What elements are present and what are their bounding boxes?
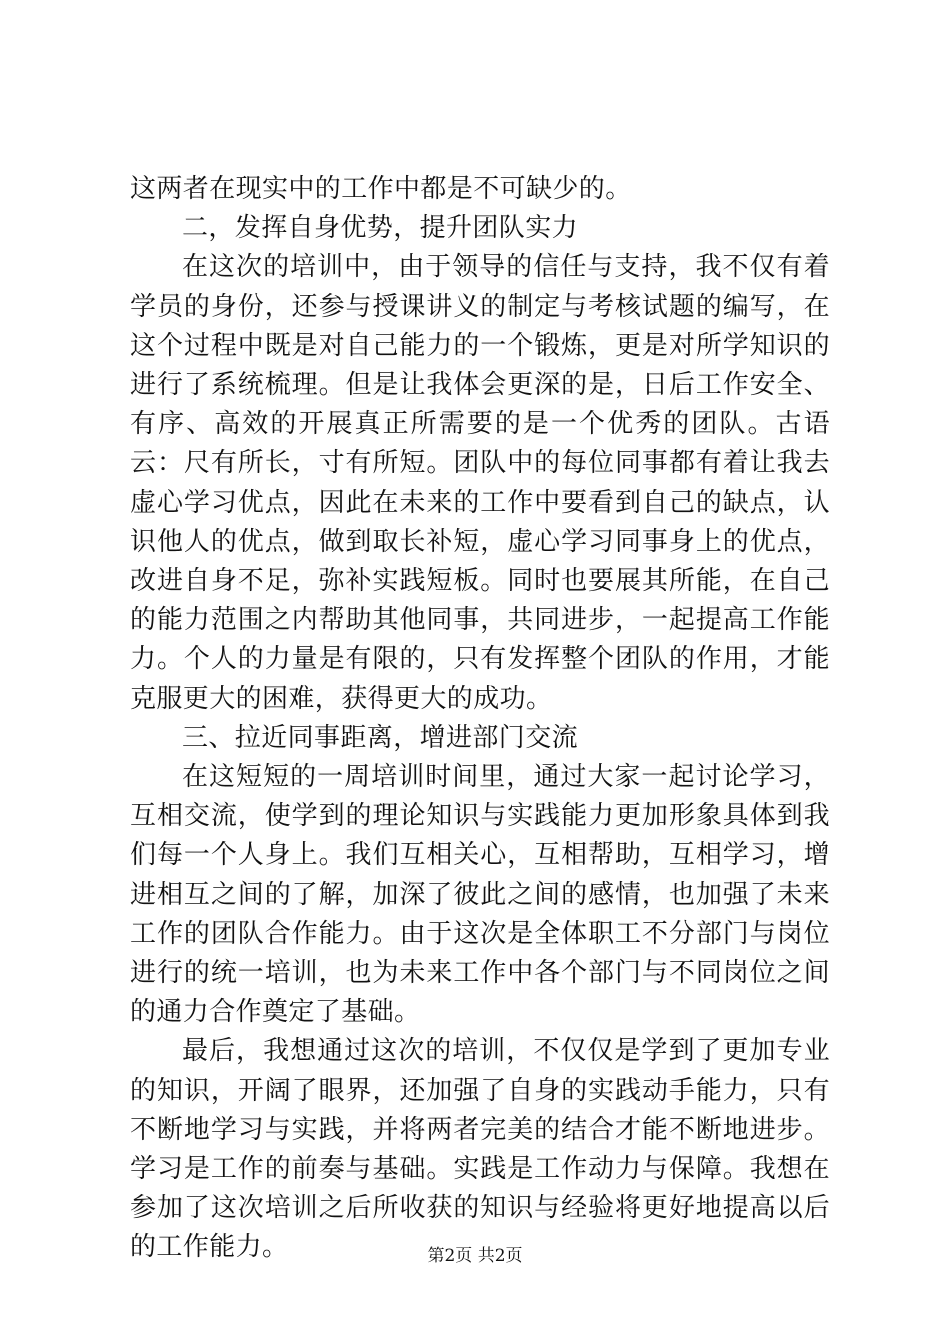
paragraph-communication: 在这短短的一周培训时间里，通过大家一起讨论学习，互相交流，使学到的理论知识与实践能力更加形象具体到我们每一个人身上。我们互相关心，互相帮助，互相学习，增进相互之间的了解，加深了彼此之间的感情，也加强了未来工作的团队合作能力。由于这次是全体职工不分部门与岗位进行的统一培训，也为未来工作中各个部门与不同岗位之间的通力合作奠定了基础。 <box>130 762 830 1028</box>
paragraph-continuation: 这两者在现实中的工作中都是不可缺少的。 <box>130 174 632 204</box>
section-heading-3: 三、拉近同事距离，增进部门交流 <box>182 722 579 753</box>
page-footer: 第2页 共2页 <box>427 1246 523 1266</box>
paragraph-conclusion: 最后，我想通过这次的培训，不仅仅是学到了更加专业的知识，开阔了眼界，还加强了自身的实践动手能力，只有不断地学习与实践，并将两者完美的结合才能不断地进步。学习是工作的前奏与基础。实践是工作动力与保障。我想在参加了这次培训之后所收获的知识与经验将更好地提高以后的工作能力。 <box>130 1036 830 1263</box>
paragraph-team: 在这次的培训中，由于领导的信任与支持，我不仅有着学员的身份，还参与授课讲义的制定与考核试题的编写，在这个过程中既是对自己能力的一个锻炼，更是对所学知识的进行了系统梳理。但是让我体会更深的是，日后工作安全、有序、高效的开展真正所需要的是一个优秀的团队。古语云：尺有所长，寸有所短。团队中的每位同事都有着让我去虚心学习优点，因此在未来的工作中要看到自己的缺点，认识他人的优点，做到取长补短，虚心学习同事身上的优点，改进自身不足，弥补实践短板。同时也要展其所能，在自己的能力范围之内帮助其他同事，共同进步，一起提高工作能力。个人的力量是有限的，只有发挥整个团队的作用，才能克服更大的困难，获得更大的成功。 <box>130 252 830 714</box>
document-body <box>130 170 830 1268</box>
section-heading-2: 二，发挥自身优势，提升团队实力 <box>182 213 579 244</box>
